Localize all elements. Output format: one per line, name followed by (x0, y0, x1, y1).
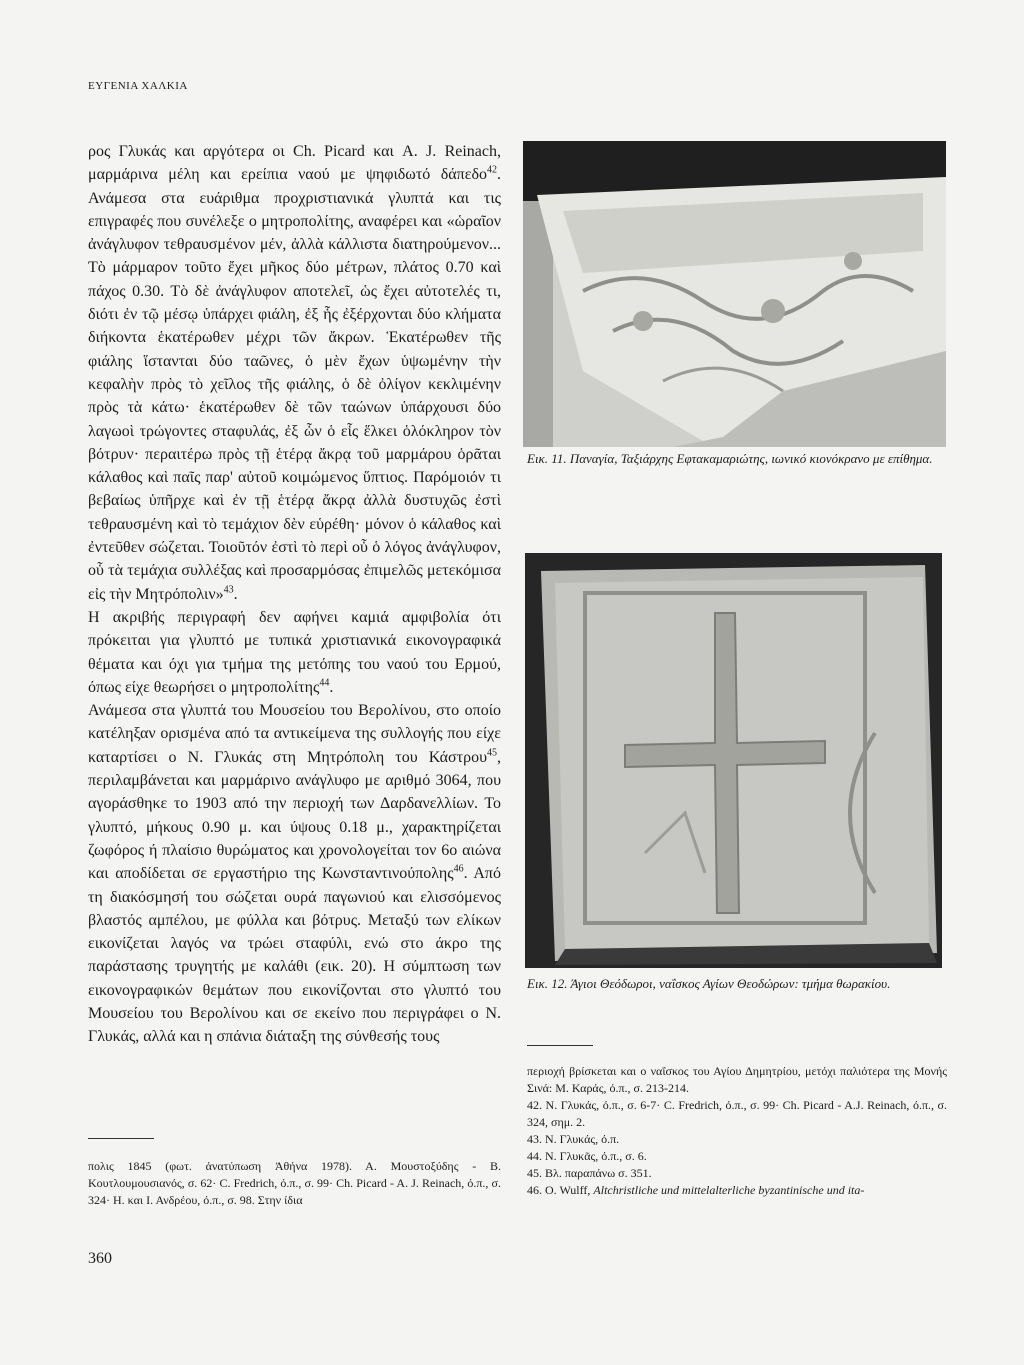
paragraph-1: ρος Γλυκάς και αργότερα οι Ch. Picard και A. J. Reinach, μαρμάρινα μέλη και ερείπια ναού με ψηφιδωτό δάπεδο$^{42}$. Ανάμεσα στα ευάριθμα προχριστιανικά γλυπτά και τις επιγραφές που συνέλεξε ο μητροπολίτης, αναφέρει και «ὡραῖον ἀνάγλυφον τεθραυσμένον μέν, ἀλλὰ κάλλιστα διατηρούμενον... Τὸ μάρμαρον τοῦτο ἔχει μῆκος δύο μέτρων, πλάτος 0.70 καὶ πάχος 0.30. Τὸ δὲ ἀνάγλυφον αποτελεῖ, ὡς ἔχει αὐτοτελές τι, διότι ἐν τῷ μέσῳ ὑπάρχει φιάλη, ἐξ ἧς ἐξέρχονται δύο κλήματα διήκοντα ἑκατέρωθεν μέχρι τῶν ἄκρων. Ἑκατέρωθεν τῆς φιάλης ἵστανται δύο ταῶνες, ὁ μὲν ἔχων ὑψωμένην τὴν κεφαλὴν πρὸς τὸ χεῖλος τῆς φιάλης, ὁ δὲ ὀλίγον κεκλιμένην πρὸς τὰ κάτω· ἑκατέρωθεν δὲ τῶν ταώνων ὑπάρχουσι δύο λαγωοὶ τρώγοντες σταφυλάς, ἐξ ὧν ὁ εἷς ἕλκει ὁλόκληρον τὸν βότρυν· περαιτέρω πρὸς τῇ ἑτέρᾳ ἄκρᾳ τοῦ μαρμάρου ὁρᾶται κάλαθος καὶ παῖς παρ' αὐτοῦ κοιμώμενος ὕπτιος. Παρόμοιόν τι βεβαίως ὑπῆρχε καὶ ἐν τῇ ἑτέρᾳ ἄκρᾳ ἀλλὰ δυστυχῶς ἐστὶ τεθραυσμένη καὶ τὸ τεμάχιον δὲν εὑρέθη· μόνον ὁ κάλαθος καὶ ἐντεῦθεν σώζεται. Τοιοῦτόν ἐστὶ τὸ περὶ οὗ ὁ λόγος ἀνάγλυφον, οὗ τὰ τεμάχια συλλέξας καὶ προσαρμόσας ἐπιμελῶς μετεκόμισα εἰς τὴν Μητρόπολιν»$^{43}$. (88, 143, 501, 603)
thorakion-photo-graphic (525, 553, 942, 968)
footnote-46: 46. O. Wulff, Altchristliche und mittelalterliche byzantinische und ita- (527, 1183, 865, 1197)
running-head: ΕΥΓΕΝΙΑ ΧΑΛΚΙΑ (88, 80, 188, 92)
footnote-ref-45[interactable]: 45 (487, 747, 497, 759)
footnote-divider-left (88, 1138, 154, 1139)
figure-12-photo (525, 553, 942, 968)
footnotes-right (527, 1063, 947, 1199)
footnote-42: 42. Ν. Γλυκάς, ό.π., σ. 6-7· C. Fredrich, ό.π., σ. 99· Ch. Picard - A.J. Reinach, ό.π., σ. 324, σημ. 2. (527, 1098, 947, 1129)
capital-photo-graphic (523, 141, 946, 447)
footnote-45: 45. Βλ. παραπάνω σ. 351. (527, 1166, 652, 1180)
footnotes-left (88, 1158, 501, 1209)
paragraph-2: Η ακριβής περιγραφή δεν αφήνει καμιά αμφιβολία ότι πρόκειται για γλυπτό με τυπικά χριστιανικά εικονογραφικά θέματα και όχι για τμήμα της μετόπης του ναού του Ερμού, όπως είχε θεωρήσει ο μητροπολίτης$^{44}$. (88, 608, 501, 696)
footnote-ref-46[interactable]: 46 (453, 863, 464, 875)
page-number: 360 (88, 1250, 112, 1267)
footnote-divider-right (527, 1045, 593, 1046)
footnote-ref-44[interactable]: 44 (319, 677, 330, 689)
footnote-44: 44. Ν. Γλυκᾶς, ό.π., σ. 6. (527, 1149, 647, 1163)
footnote-continuation: πολις 1845 (φωτ. ἀνατύπωση Ἀθήνα 1978). Α. Μουστοξύδης - Β. Κουτλουμουσιανός, σ. 62· C. Fredrich, ό.π., σ. 99· Ch. Picard - A. J. Reinach, ό.π., σ. 324· Η. και Ι. Ανδρέου, ό.π., σ. 98. Στην ίδια (88, 1159, 501, 1207)
paragraph-3: Ανάμεσα στα γλυπτά του Μουσείου του Βερολίνου, στο οποίο κατέληξαν ορισμένα από τα αντικείμενα της συλλογής που είχε καταρτίσει ο Ν. Γλυκάς στη Μητρόπολη του Κάστρου$^{45}$, περιλαμβάνεται και μαρμάρινο ανάγλυφο με αριθμό 3064, που αγοράσθηκε το 1903 από την περιοχή των Δαρδανελλίων. Το γλυπτό, μήκους 0.90 μ. και ύψους 0.18 μ., χαρακτηρίζεται ζωφόρος ή πλαίσιο θυρώματος και χρονολογείται τον 6ο αιώνα και αποδίδεται σε εργαστήριο της Κωνσταντινούπολης$^{46}$. Από τη διακόσμησή του σώζεται ουρά παγωνιού και ελισσόμενος βλαστός αμπέλου, με φύλλα και βότρυς. Μεταξύ των ελίκων εικονίζεται λαγός να τρώει σταφύλι, ενώ στο άκρο της παράστασης τρυγητής με καλάθι (εικ. 20). Η σύμπτωση των εικονογραφικών θεμάτων που εικονίζονται στο γλυπτό του Μουσείου του Βερολίνου και σε εκείνο που περιγράφει ο Ν. Γλυκάς, αλλά και η σπάνια διάταξη της σύνθεσής τους (88, 702, 501, 1046)
figure-11-photo (523, 141, 946, 447)
footnote-43: 43. Ν. Γλυκάς, ό.π. (527, 1132, 620, 1146)
main-text-column (88, 140, 501, 1049)
footnote-ref-43[interactable]: 43 (223, 584, 234, 596)
figure-11-caption: Εικ. 11. Παναγία, Ταξιάρχης Εφτακαμαριώτης, ιωνικό κιονόκρανο με επίθημα. (527, 451, 933, 466)
figure-12-caption: Εικ. 12. Άγιοι Θεόδωροι, ναΐσκος Αγίων Θεοδώρων: τμήμα θωρακίου. (527, 976, 891, 991)
footnote-46-title: Altchristliche und mittelalterliche byzantinische und ita- (593, 1183, 865, 1197)
footnote-ref-42[interactable]: 42 (487, 164, 497, 176)
footnote-continuation-right: περιοχή βρίσκεται και ο ναΐσκος του Αγίου Δημητρίου, μετόχι παλιότερα της Μονής Σινά: Μ. Καράς, ό.π., σ. 213-214. (527, 1064, 947, 1095)
